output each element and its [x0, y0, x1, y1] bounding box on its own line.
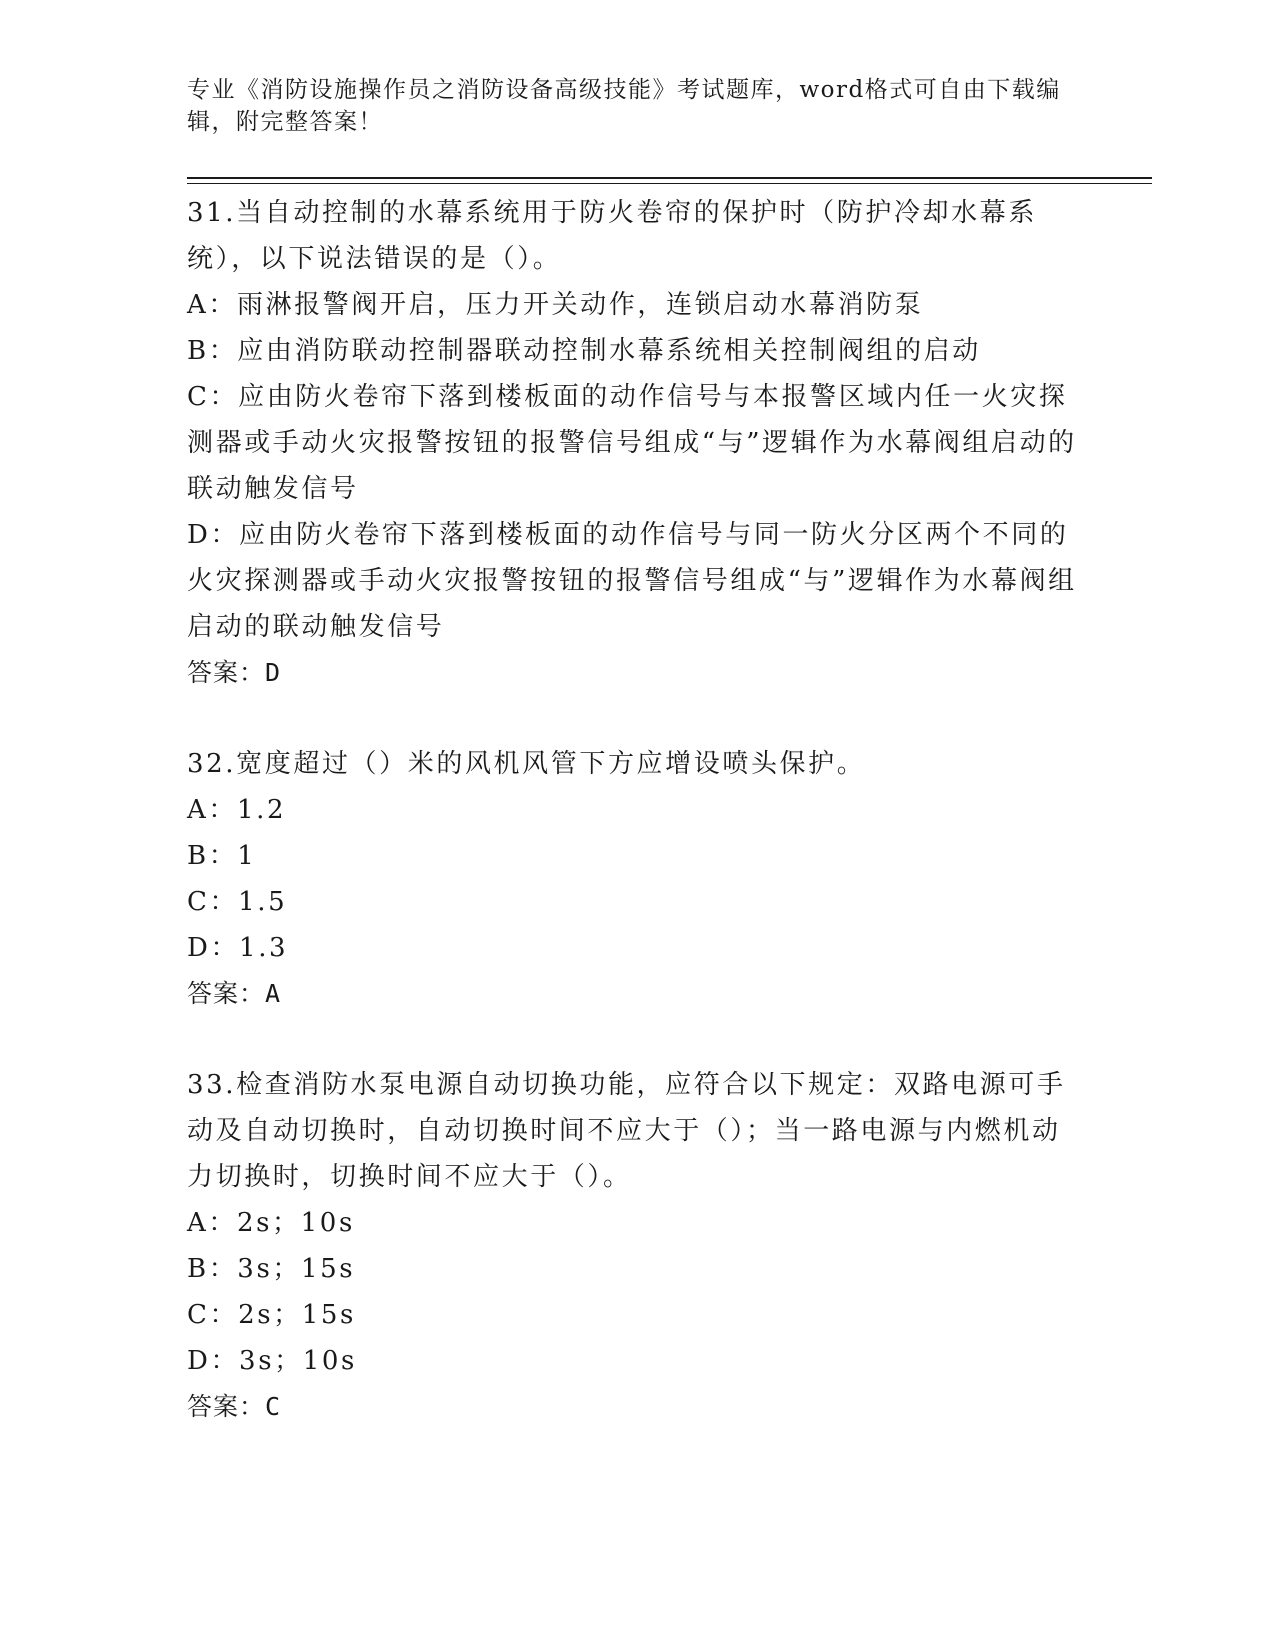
header-divider-thin	[187, 183, 1152, 184]
question-stem: 32.宽度超过（）米的风机风管下方应增设喷头保护。	[187, 749, 866, 779]
option-c: C：应由防火卷帘下落到楼板面的动作信号与本报警区域内任一火灾探测器或手动火灾报警按钮的报警信号组成“与”逻辑作为水幕阀组启动的联动触发信号	[187, 382, 1077, 504]
option-d: D：应由防火卷帘下落到楼板面的动作信号与同一防火分区两个不同的火灾探测器或手动火灾报警按钮的报警信号组成“与”逻辑作为水幕阀组启动的联动触发信号	[187, 520, 1077, 642]
header-divider-thick	[187, 177, 1152, 179]
option-d: D：3s；10s	[187, 1346, 357, 1376]
answer-value: C	[265, 1392, 282, 1421]
option-a: A：1.2	[187, 795, 287, 825]
option-a: A：2s；10s	[187, 1208, 355, 1238]
answer-value: D	[265, 658, 282, 687]
answer-label: 答案：	[187, 979, 266, 1008]
question-33	[187, 1062, 1077, 1430]
option-c: C：2s；15s	[187, 1300, 357, 1330]
question-stem: 33.检查消防水泵电源自动切换功能，应符合以下规定：双路电源可手动及自动切换时，自动切换时间不应大于（）；当一路电源与内燃机动力切换时，切换时间不应大于（）。	[187, 1070, 1066, 1192]
answer-line	[187, 1384, 1077, 1430]
option-b: B：3s；15s	[187, 1254, 356, 1284]
answer-line	[187, 650, 1077, 696]
question-31	[187, 190, 1077, 696]
option-c: C：1.5	[187, 887, 288, 917]
question-32	[187, 741, 1077, 1017]
option-d: D：1.3	[187, 933, 289, 963]
answer-label: 答案：	[187, 658, 266, 687]
option-a: A：雨淋报警阀开启，压力开关动作，连锁启动水幕消防泵	[187, 290, 924, 320]
option-b: B：1	[187, 841, 257, 871]
option-b: B：应由消防联动控制器联动控制水幕系统相关控制阀组的启动	[187, 336, 981, 366]
answer-value: A	[265, 979, 282, 1008]
question-stem: 31.当自动控制的水幕系统用于防火卷帘的保护时（防护冷却水幕系统），以下说法错误的是（）。	[187, 198, 1037, 274]
answer-label: 答案：	[187, 1392, 266, 1421]
answer-line	[187, 971, 1077, 1017]
document-header: 专业《消防设施操作员之消防设备高级技能》考试题库，word格式可自由下载编辑，附完整答案！	[187, 77, 1061, 135]
question-list	[187, 190, 1077, 1475]
